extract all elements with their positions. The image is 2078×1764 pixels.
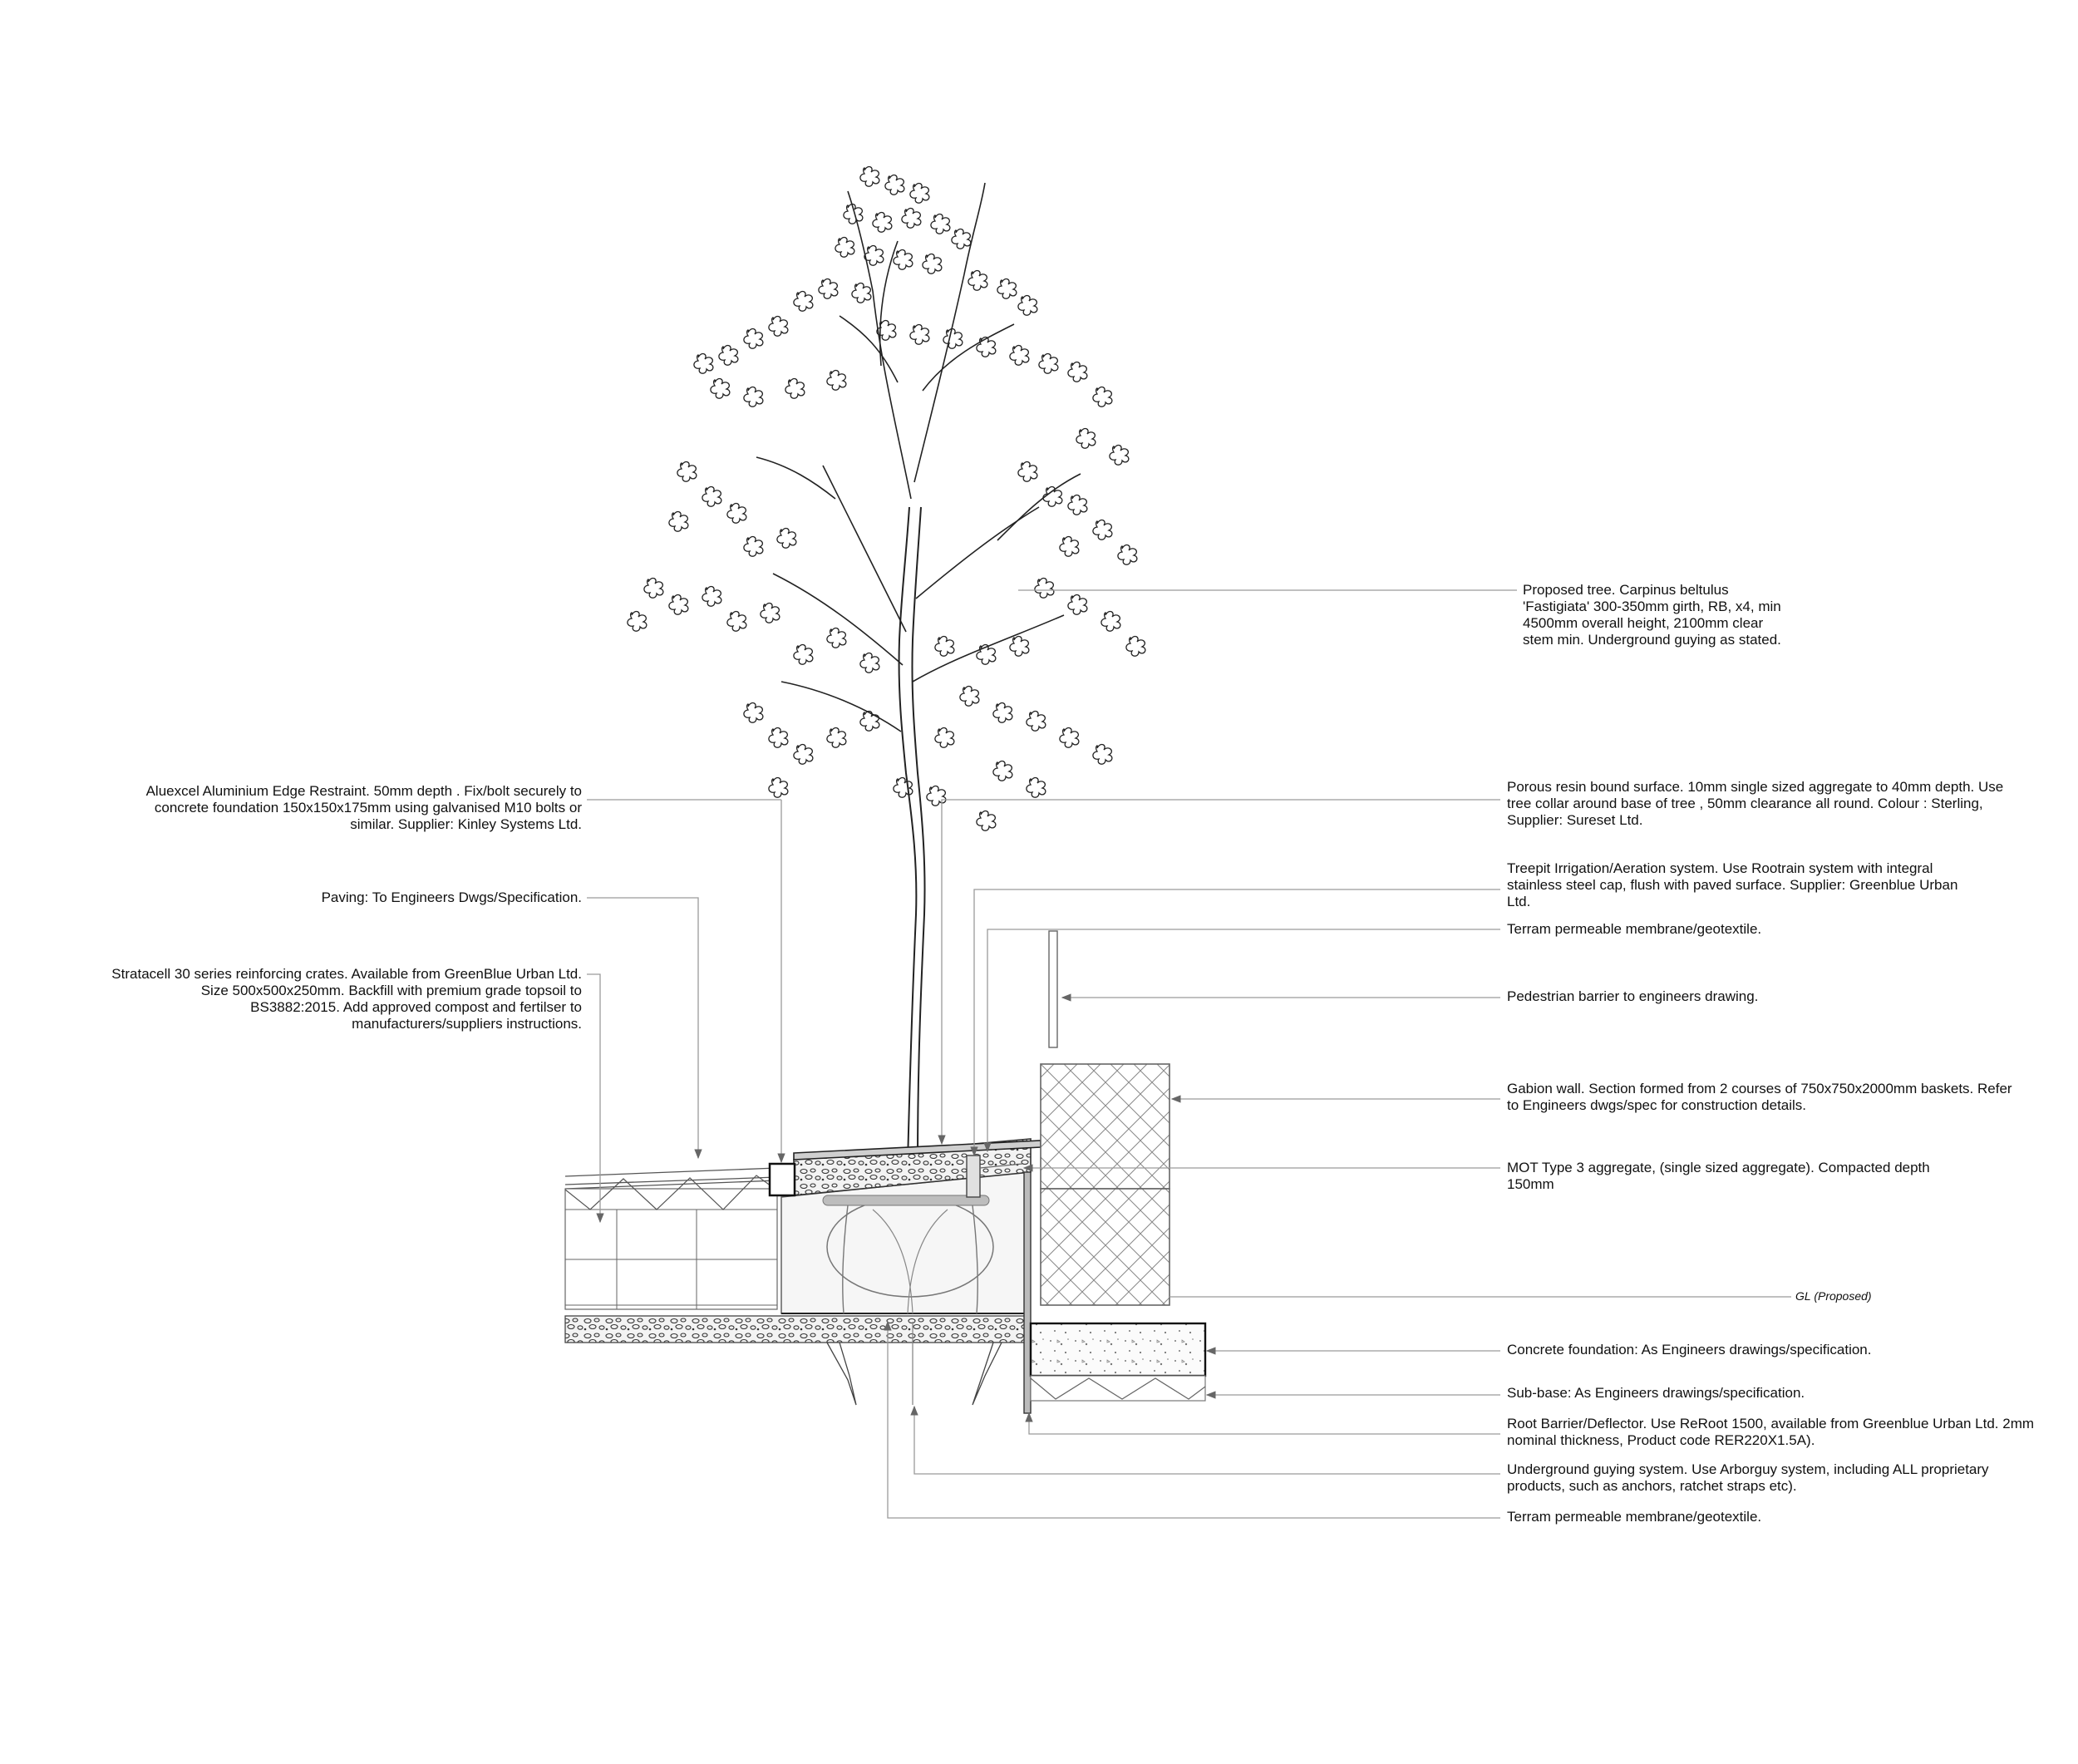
irrigation-pipe <box>967 1155 980 1197</box>
note-underground-guying: Underground guying system. Use Arborguy system, including ALL proprietary products, such as anchors, ratchet straps etc). <box>1507 1461 1989 1494</box>
note-root-barrier: Root Barrier/Deflector. Use ReRoot 1500, available from Greenblue Urban Ltd. 2mm nominal thickness, Product code RER220X1.5A). <box>1507 1416 2035 1448</box>
gravel-subbase <box>565 1316 1027 1343</box>
foundation-subbase <box>1031 1376 1205 1401</box>
gabion-wall <box>1041 1064 1169 1305</box>
edge-restraint <box>770 1164 795 1195</box>
note-concrete-foundation: Concrete foundation: As Engineers drawings/specification. <box>1507 1342 1872 1357</box>
note-membrane-top: Terram permeable membrane/geotextile. <box>1507 921 1762 937</box>
note-resin-bound-surface: Porous resin bound surface. 10mm single sized aggregate to 40mm depth. Use tree collar around base of tree , 50mm clearance all round. Colour : Sterling, Supplier: Sureset Ltd. <box>1507 779 2004 828</box>
note-paving: Paving: To Engineers Dwgs/Specification. <box>321 889 582 905</box>
note-membrane-bottom: Terram permeable membrane/geotextile. <box>1507 1509 1762 1525</box>
tree-illustration <box>628 167 1145 1164</box>
note-irrigation-system: Treepit Irrigation/Aeration system. Use Rootrain system with integral stainless steel cap, flush with paved surface. Supplier: Greenblue Urban Ltd. <box>1507 860 1958 909</box>
note-mot-aggregate: MOT Type 3 aggregate, (single sized aggregate). Compacted depth 150mm <box>1507 1160 1930 1192</box>
concrete-foundation <box>1031 1323 1205 1376</box>
pedestrian-barrier <box>1049 931 1057 1047</box>
note-sub-base: Sub-base: As Engineers drawings/specification. <box>1507 1385 1805 1401</box>
note-pedestrian-barrier: Pedestrian barrier to engineers drawing. <box>1507 988 1759 1004</box>
root-barrier <box>1024 1172 1031 1413</box>
gl-proposed-label: GL (Proposed) <box>1795 1289 1872 1303</box>
note-gabion-wall: Gabion wall. Section formed from 2 courses of 750x750x2000mm baskets. Refer to Engineers dwgs/spec for construction details. <box>1507 1081 2012 1113</box>
tree-canopy <box>628 167 1145 831</box>
paving-section <box>565 1168 777 1309</box>
note-proposed-tree: Proposed tree. Carpinus beltulus 'Fastigiata' 300-350mm girth, RB, x4, min 4500mm overall height, 2100mm clear stem min. Underground guying as stated. <box>1523 582 1781 648</box>
tree-pit <box>770 1139 1041 1405</box>
note-stratacell-crates: Stratacell 30 series reinforcing crates. Available from GreenBlue Urban Ltd. Size 500x500x250mm. Backfill with premium grade topsoil to BS3882:2015. Add approved compost and fertilser to manufacturers/suppliers instructions. <box>111 966 582 1032</box>
note-edge-restraint: Aluexcel Aluminium Edge Restraint. 50mm depth . Fix/bolt securely to concrete foundation 150x150x175mm using galvanised M10 bolts or similar. Supplier: Kinley Systems Ltd. <box>145 783 582 832</box>
